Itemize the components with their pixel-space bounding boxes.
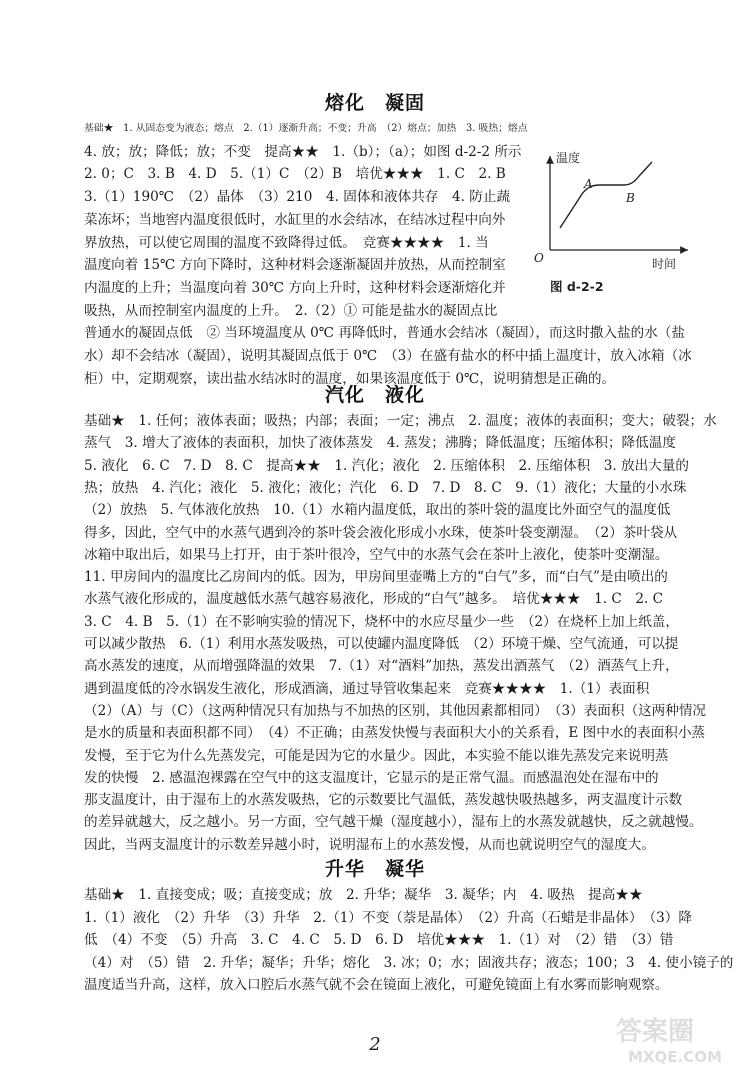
page-number: 2 [369,1034,381,1055]
answer-line: 3.（1）190℃ （2）晶体 （3）210 4. 固体和液体共存 4. 防止蔬 [84,189,511,206]
answer-line: 1.（1）液化 （2）升华 （3）升华 2.（1）不变（萘是晶体） （2）升高（石蜡是非晶体） （3）降 [84,909,692,926]
point-b-label: B [626,191,635,205]
origin-label: O [534,251,544,265]
answer-line: 5. 液化 6. C 7. D 8. C 提高★★ 1. 汽化；液化 2. 压缩体积 2. 压缩体积 3. 放出大量的 [84,457,690,474]
answer-line: 水）却不会结冰（凝固），说明其凝固点低于 0℃ （3）在盛有盐水的杯中插上温度计，放入冰箱（冰 [84,348,692,364]
figure-caption: 图 d-2-2 [550,279,604,294]
answer-line: 蒸气 3. 增大了液体的表面积，加快了液体蒸发 4. 蒸发；沸腾；降低温度；压缩体积；降低温度 [84,435,676,452]
answer-line: 可以减少散热 6.（1）利用水蒸发吸热，可以使罐内温度降低 （2）环境干燥、空气流通，可以提 [84,636,679,652]
answer-line: 4. 放；放；降低；放；不变 提高★★ 1.（b）；（a）；如图 d-2-2 所示 [84,143,522,160]
watermark-text: 答案圈 [616,1017,695,1047]
watermark-url: MXQE.COM [628,1048,722,1066]
figure-melting-curve [528,148,698,298]
answer-line: 的差异就越大，反之越小。另一方面，空气越干燥（湿度越小），湿布上的水蒸发就越快，反之就越慢。 [84,814,703,831]
answer-line: 发的快慢 2. 感温泡裸露在空气中的这支温度计，它显示的是正常气温。而感温泡处在湿布中的 [84,769,659,786]
answer-line: 基础★ 1. 从固态变为液态；熔点 2.（1）逐渐升高；不变；升高 （2）熔点；加热 3. 吸热；熔点 [84,123,528,134]
watermark-logo [612,1010,744,1068]
section-title-melting: 熔化 凝固 [324,92,425,114]
y-axis-label: 温度 [556,151,581,165]
answer-line: 因此，当两支温度计的示数差异越小时，说明湿布上的水蒸发慢，从而也就说明空气的湿度大。 [84,836,655,853]
answer-line: 热；放热 4. 汽化；液化 5. 液化；液化；汽化 6. D 7. D 8. C 9.（1）液化；大量的小水珠 [84,479,687,496]
answer-line: 11. 甲房间内的温度比乙房间内的低。因为，甲房间里壶嘴上方的“白气”多，而“白气”是由喷出的 [84,569,668,586]
section-title-vaporization: 汽化 液化 [324,384,425,406]
answer-line: （2）（A）与（C）（这两种情况只有加热与不加热的区别，其他因素都相同） （3）表面积（这两种情况 [84,702,707,719]
answer-line: 普通水的凝固点低 ② 当环境温度从 0℃ 再降低时，普通水会结冰（凝固），而这时撒入盐的水（盐 [84,325,685,342]
answer-line: 基础★ 1. 任何；液体表面；吸热；内部；表面；一定；沸点 2. 温度；液体的表面积；变大；破裂；水 [84,413,717,429]
answer-line: 冰箱中取出后，如果马上打开，由于茶叶很冷，空气中的水蒸气会在茶叶上液化，使茶叶变潮湿。 [84,546,669,563]
answer-line: 高水蒸发的速度，从而增强降温的效果 7.（1）对“酒料”加热，蒸发出酒蒸气 （2）酒蒸气上升， [84,658,679,675]
answer-line: 菜冻坏；当地窖内温度很低时，水缸里的水会结冰，在结冰过程中向外 [84,211,506,228]
answer-line: 界放热，可以使它周围的温度不致降得过低。 竞赛★★★★ 1. 当 [84,234,489,251]
answer-line: 3. C 4. B 5.（1）在不影响实验的情况下，烧杯中的水应尽量少一些 （2）在烧杯上加上纸盖， [84,613,679,630]
answer-line: 2. 0；C 3. B 4. D 5.（1）C （2）B 培优★★★ 1. C 2. B [84,166,506,183]
x-axis-label: 时间 [652,257,677,271]
point-a-label: A [584,177,593,191]
answer-line: 水蒸气液化形成的，温度越低水蒸气越容易液化，形成的“白气”越多。 培优★★★ 1. C 2. C [84,591,664,608]
answer-line: 温度适当升高，这样，放入口腔后水蒸气就不会在镜面上液化，可避免镜面上有水雾而影响观察。 [84,977,669,993]
answer-line: （2）放热 5. 气体液化放热 10.（1）水箱内温度低，取出的茶叶袋的温度比外面空气的温度低 [84,502,671,519]
answer-line: 低 （4）不变 （5）升高 3. C 4. C 5. D 6. D 培优★★★ 1.（1）对 （2）错 （3）错 [84,932,674,948]
answer-line: 基础★ 1. 直接变成；吸；直接变成；放 2. 升华；凝华 3. 凝华；内 4. 吸热 提高★★ [84,887,643,903]
answer-line: 遇到温度低的冷水锅发生液化，形成酒滴，通过导管收集起来 竞赛★★★★ 1.（1）表面积 [84,680,650,697]
melting-curve [560,162,652,228]
answer-line: 是水的质量和表面积都不同） （4）不正确；由蒸发快慢与表面积大小的关系看，E 图中水的表面积小蒸 [84,725,706,742]
answer-line: 吸热，从而控制室内温度的上升。 2.（2）① 可能是盐水的凝固点比 [84,302,498,319]
section-title-sublimation: 升华 凝华 [324,858,425,880]
answer-line: 那支温度计，由于湿布上的水蒸发吸热，它的示数要比气温低，蒸发越快吸热越多，两支温度计示数 [84,792,683,809]
answer-line: 发慢，至于它为什么先蒸发完，可能是因为它的水量少。因此，本实验不能以谁先蒸发完来说明蒸 [84,747,669,764]
answer-line: （4）对 （5）错 2. 升华；凝华；升华；熔化 3. 冰；0；水；固液共存；液态；100；3 4. 使小镜子的 [84,954,734,971]
answer-line: 内温度的上升；当温度向着 30℃ 方向上升时，这种材料会逐渐熔化并 [84,279,506,296]
answer-line: 柜）中，定期观察，读出盐水结冰时的温度，如果该温度低于 0℃，说明猜想是正确的。 [84,370,616,387]
answer-line: 温度向着 15℃ 方向下降时，这种材料会逐渐凝固并放热，从而控制室 [84,257,506,274]
answer-line: 得多，因此，空气中的水蒸气遇到冷的茶叶袋会液化形成小水珠，使茶叶袋变潮湿。 （2）茶叶袋从 [84,524,678,541]
